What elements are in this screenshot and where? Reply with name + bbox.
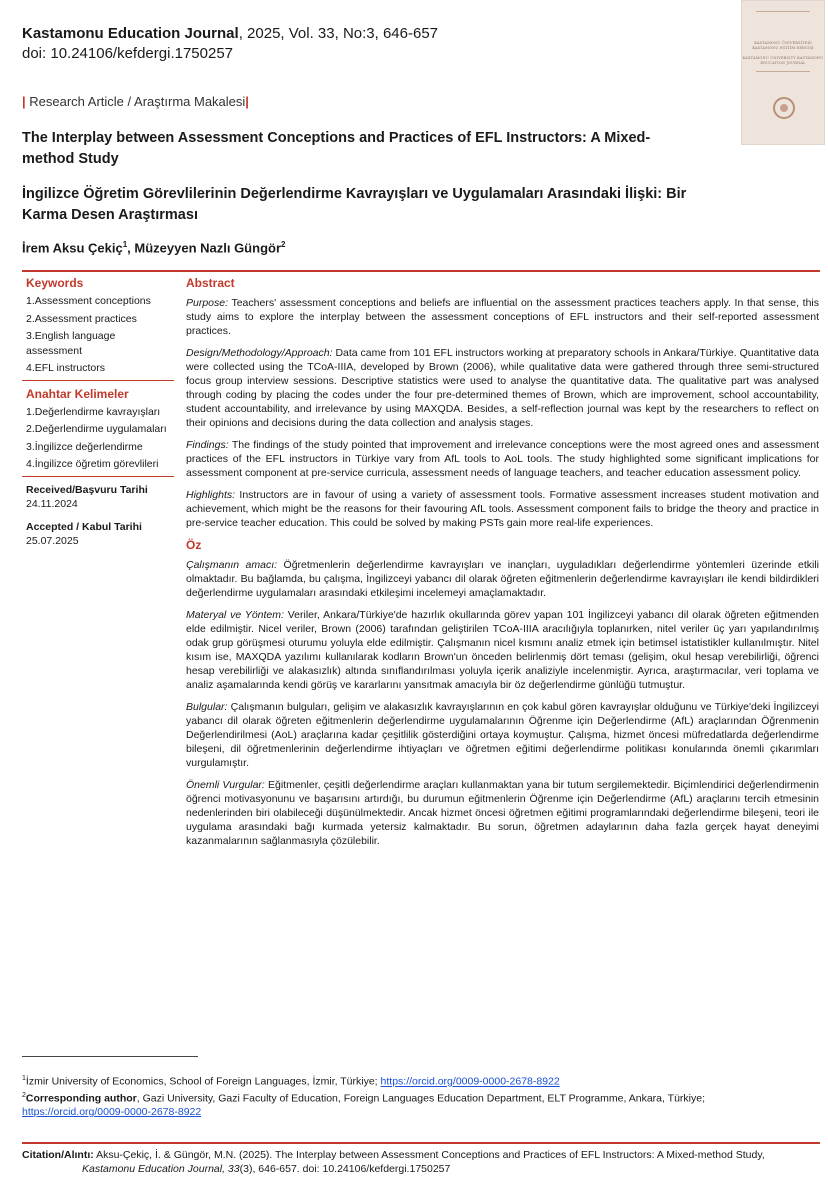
cover-rule (756, 11, 810, 12)
design-lead: Design/Methodology/Approach: (186, 347, 333, 359)
citation-journal: Kastamonu Education Journal, 33 (82, 1163, 240, 1175)
abstract-highlights (186, 488, 819, 530)
keyword-item: 1.Assessment conceptions (26, 295, 151, 307)
cover-rule (756, 71, 810, 72)
citation-line-1 (22, 1148, 820, 1162)
keyword-item: 3.English language assessment (26, 330, 116, 357)
journal-line (22, 24, 438, 44)
design-text: Data came from 101 EFL instructors working at preparatory schools in Ankara/Türkiye. Quantitative data were collected using the TCoA-IIIA, developed by Brown (2006), while qualitative data were gathered through three semi-structured focus group interview sessions. Descriptive statistics were used to analyse the quantitative data. The qualitative part was analysed through coding by placing the codes under the four pre-determined themes of Brown, which are improvement, school accountability, student accountability, and irrelevance by using MAXQDA. Besides, a self-reflection journal was kept by the researchers to reflect on their opinions and decisions during the data collection and analysis stages. (186, 347, 819, 429)
footnote-1-orcid-link[interactable]: https://orcid.org/0009-0000-2678-8922 (380, 1075, 560, 1088)
footnote-divider (22, 1056, 198, 1057)
purpose-text: Teachers' assessment conceptions and beliefs are influential on the assessment practices teachers apply. In that sense, this study aims to explore the interplay between the assessment conceptions of EFL instructors and their self-reported assessment practices. (186, 297, 819, 337)
footnote-2-marker: 2 (22, 1092, 26, 1099)
footnote-2 (22, 1089, 820, 1106)
bar-glyph-icon: | (245, 94, 249, 109)
citation-rest: (3), 646-657. doi: 10.24106/kefdergi.1750257 (239, 1163, 451, 1175)
oz-bulgular (186, 700, 819, 770)
findings-lead: Findings: (186, 439, 229, 451)
keyword-item: 2.Assessment practices (26, 312, 137, 325)
sidebar-divider (22, 380, 174, 381)
anahtar-item: 2.Değerlendirme uygulamaları (26, 423, 167, 435)
footnote-2-link-line (22, 1106, 820, 1120)
sidebar (22, 276, 174, 557)
keywords-list (22, 294, 174, 376)
article-type (22, 94, 249, 109)
journal-cover-image (741, 0, 825, 145)
footnote-2-text: , Gazi University, Gazi Faculty of Education, Foreign Languages Education Department, ELT Programme, Ankara, Türkiye; (136, 1092, 705, 1105)
author-list (22, 240, 285, 255)
anahtar-item: 4.İngilizce öğretim görevlileri (26, 458, 159, 470)
bar-glyph-icon: | (22, 94, 26, 109)
footnote-1-marker: 1 (22, 1075, 26, 1082)
citation-text: Aksu-Çekiç, İ. & Güngör, M.N. (2025). The Interplay between Assessment Conceptions and Practices of EFL Instructors: A Mixed-method Study, (93, 1149, 765, 1161)
anahtar-kelimeler-list (22, 405, 174, 472)
author-1-affiliation: 1 (122, 240, 128, 249)
article-type-label: Research Article / Araştırma Makalesi (29, 94, 246, 109)
oz-heading: Öz (186, 538, 202, 552)
footnotes (22, 1072, 820, 1120)
anahtar-kelimeler-heading: Anahtar Kelimeler (26, 386, 129, 401)
bulgular-text: Çalışmanın bulguları, gelişim ve alakasızlık kavrayışlarının en çok kabul gören kavrayışlar olduğunu ve Türkiye'deki İngilizceyi yabancı dil olarak öğreten eğitmenlerin değerlendirme uygulamalarının Öğrenme için Değerlendirme (AfL) araçlarından Öğrenmenin Değerlendirilmesi (AoL) araçlarına kadar çeşitlilik gösterdiğini ortaya koymuştur. Çalışma, hizmet öncesi müfredatlarda değerlendirme bileşeni, dil öğretmenlerinin değerlendirme ihtiyaçları ve öğretmen eğitimi değerlendirme politikası konularında önemli çıkarımları vurgulamıştır. (186, 701, 819, 769)
vurgular-lead: Önemli Vurgular: (186, 779, 265, 791)
header-divider (22, 270, 820, 272)
author-2: Müzeyyen Nazlı Güngör (134, 240, 282, 256)
footnote-2-bold: Corresponding author (25, 1092, 137, 1105)
abstract-column (182, 276, 819, 856)
footnote-1 (22, 1072, 820, 1089)
abstract-design (186, 346, 819, 430)
accepted-date-block (22, 520, 174, 549)
received-label: Received/Başvuru Tarihi (26, 483, 148, 496)
author-1: İrem Aksu Çekiç (22, 240, 123, 256)
cover-title-en: KASTAMONU UNIVERSITY KASTAMONU EDUCATION JOURNAL (742, 56, 824, 65)
oz-yontem (186, 608, 819, 692)
author-separator: , (127, 240, 135, 256)
footnote-1-text: İzmir University of Economics, School of Foreign Languages, İzmir, Türkiye; (25, 1075, 381, 1088)
bulgular-lead: Bulgular: (186, 701, 228, 713)
yontem-lead: Materyal ve Yöntem: (186, 609, 284, 621)
footnote-2-orcid-link[interactable]: https://orcid.org/0009-0000-2678-8922 (22, 1106, 202, 1118)
cover-emblem-icon (773, 97, 795, 119)
anahtar-item: 1.Değerlendirme kavrayışları (26, 405, 161, 418)
sidebar-divider (22, 476, 174, 477)
abstract-heading: Abstract (186, 276, 235, 290)
keywords-heading: Keywords (26, 276, 84, 290)
journal-doi: doi: 10.24106/kefdergi.1750257 (22, 45, 234, 62)
journal-details: , 2025, Vol. 33, No:3, 646-657 (238, 25, 439, 42)
purpose-lead: Purpose: (186, 297, 229, 309)
journal-header (22, 24, 438, 64)
title-turkish: İngilizce Öğretim Görevlilerinin Değerlendirme Kavrayışları ve Uygulamaları Arasındaki İlişki: Bir Karma Desen Araştırması (22, 186, 687, 223)
abstract-findings (186, 438, 819, 480)
citation-line-2 (22, 1162, 820, 1176)
amac-lead: Çalışmanın amacı: (186, 559, 278, 571)
anahtar-item: 3.İngilizce değerlendirme (26, 440, 143, 453)
abstract-purpose (186, 296, 819, 338)
oz-vurgular (186, 778, 819, 848)
yontem-text: Veriler, Ankara/Türkiye'de hazırlık okullarında görev yapan 101 İngilizceyi yabancı dil olarak öğreten eğitmenden elde edilmiştir. Nicel veriler, Brown (2006) tarafından geliştirilen TCoA-IIIA aracılığıyla toplanırken, nitel veriler üç yarı yapılandırılmış odak grup görüşmesi oturumu yoluyla elde edilmiştir. Çalışmanın nicel kısmını analiz etmek için betimsel istatistikler kullanılmıştır. Nitel kısım ise, MAXQDA yazılımı kullanılarak kodların Brown'un önceden belirlenmiş dört teması (gelişim, okul hesap verebilirliği, öğrenci hesap verebilirliği ve alakasızlık) altında sınıflandırılması yoluyla içerik analiziyle incelenmiştir. Ayrıca, araştırmacılar, veri toplama ve analiz aşamalarında kendi görüş ve kararlarını yansıtmak amacıyla bir öz değerlendirme günlüğü tutmuştur. (186, 609, 819, 691)
received-date-block (22, 483, 174, 512)
journal-name: Kastamonu Education Journal (22, 25, 239, 42)
keyword-item: 4.EFL instructors (26, 362, 105, 374)
citation-label: Citation/Alıntı: (22, 1149, 94, 1161)
citation-block (22, 1148, 820, 1176)
title-english: The Interplay between Assessment Conceptions and Practices of EFL Instructors: A Mixed-method Study (22, 130, 651, 167)
amac-text: Öğretmenlerin değerlendirme kavrayışları ve inançları, uyguladıkları değerlendirme yöntemleri üzerinde etkili olmaktadır. Bu bağlamda, bu çalışma, İngilizceyi yabancı dil olarak öğreten eğitmenlerin değerlendirme kavrayışları ile kendi bildirdikleri değerlendirme uygulamaları arasındaki etkileşimi incelemeyi amaçlamaktadır. (186, 559, 819, 599)
citation-divider (22, 1142, 820, 1144)
findings-text: The findings of the study pointed that improvement and irrelevance conceptions were the most agreed ones and assessment practices of the EFL instructors in Türkiye vary from AfL tools to AoL tools. The study highlighted some significant implications for assessment component at pre-service curricula, assessment needs of language teachers, and teacher education assessment policy. (186, 439, 819, 479)
author-2-affiliation: 2 (281, 240, 286, 249)
cover-title-tr: KASTAMONU ÜNİVERSİTESİ KASTAMONU EĞİTİM DERGİSİ (752, 41, 814, 50)
vurgular-text: Eğitmenler, çeşitli değerlendirme araçları kullanmaktan yana bir tutum sergilemektedir. Biçimlendirici değerlendirmenin öğrenci motivasyonunu ve başarısını artırdığı, bu durumun eğitmenlerin Öğrenme için Değerlendirme (AfL) araçlarını tercih etmesinin nedenlerinden biri olabileceği düşünülmektedir. Ancak hizmet öncesi öğretmen eğitimi programlarındaki değerlendirme bileşeni, teori ile uygulama arasındaki bağı kurmada yetersiz kalmaktadır. Bu sorun, öğretmen adaylarının daha fazla gerçek hayat deneyimi kazanmalarının sağlanmasıyla çözülebilir. (186, 779, 820, 847)
received-date: 24.11.2024 (26, 498, 78, 510)
highlights-text: Instructors are in favour of using a variety of assessment tools. Formative assessment increases student motivation and achievement, which might be the reasons for their favouring AfL tools. Assessment component fails to bridge the theory and practice in pre-service teacher education. This could be solved by making PSTs gain more real-life experiences. (186, 489, 819, 529)
oz-amac (186, 558, 819, 600)
highlights-lead: Highlights: (186, 489, 236, 501)
accepted-date: 25.07.2025 (26, 535, 79, 547)
accepted-label: Accepted / Kabul Tarihi (26, 520, 142, 533)
